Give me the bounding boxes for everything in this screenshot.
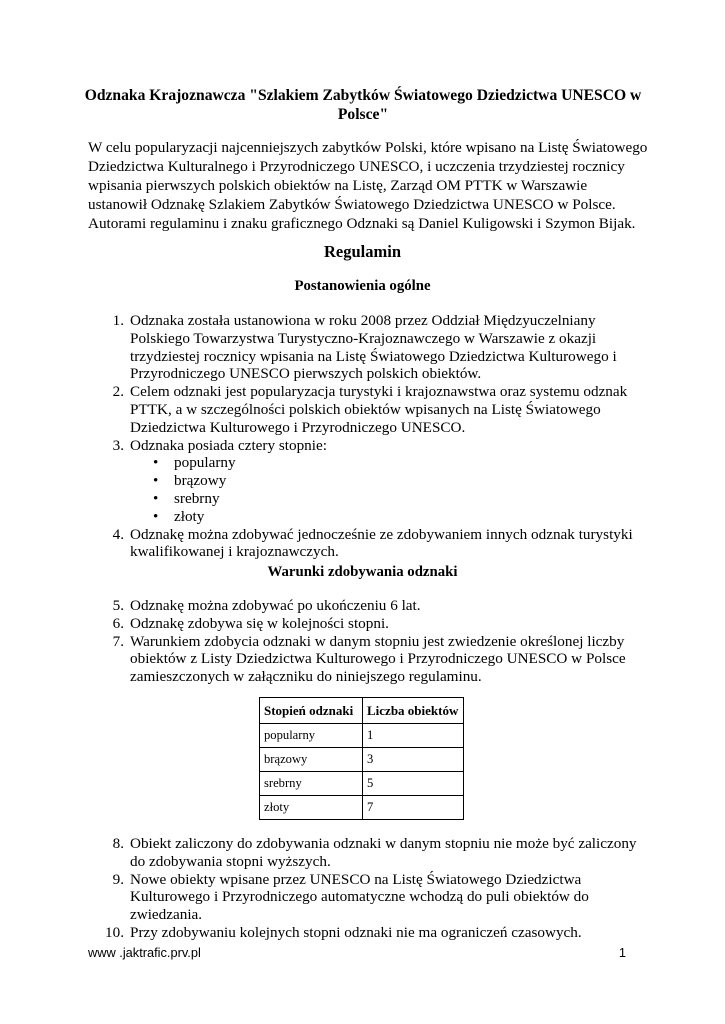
- item-number: 8.: [112, 835, 124, 852]
- degree-item: • popularny: [130, 454, 640, 472]
- table-cell: 3: [363, 748, 464, 772]
- footer-url: www .jaktrafic.prv.pl: [88, 945, 201, 960]
- table-cell: 1: [363, 724, 464, 748]
- list-item: [0, 312, 640, 383]
- table-header: Stopień odznaki: [260, 698, 363, 724]
- table-header: Liczba obiektów: [363, 698, 464, 724]
- table-row: [260, 748, 464, 772]
- table-cell: złoty: [260, 796, 363, 820]
- list-item: [0, 835, 640, 871]
- section-heading-general: Postanowienia ogólne: [294, 278, 431, 294]
- table-cell: popularny: [260, 724, 363, 748]
- item-text: Odznakę można zdobywać jednocześnie ze zdobywaniem innych odznak turystyki kwalifikowanej i krajoznawczych.: [130, 525, 633, 561]
- list-item: [0, 597, 640, 615]
- item-text: Przy zdobywaniu kolejnych stopni odznaki nie ma ograniczeń czasowych.: [130, 923, 582, 941]
- item-number: 3.: [112, 436, 124, 454]
- list-item: [0, 633, 640, 686]
- page-footer: [88, 945, 636, 963]
- table-cell: 5: [363, 772, 464, 796]
- table-row: [260, 724, 464, 748]
- list-item: [0, 383, 640, 436]
- table-cell: 7: [363, 796, 464, 820]
- rules-list-conditions: [0, 597, 640, 686]
- item-text: Warunkiem zdobycia odznaki w danym stopniu jest zwiedzenie określonej liczby obiektów z Listy Dziedzictwa Kulturowego i Przyrodniczego UNESCO w Polsce zamieszczonych w załączniku do niniejszego regulaminu.: [130, 632, 626, 686]
- regulamin-heading: Regulamin: [323, 242, 401, 261]
- table-cell: srebrny: [260, 772, 363, 796]
- intro-paragraph: W celu popularyzacji najcenniejszych zabytków Polski, które wpisano na Listę Światowego Dziedzictwa Kulturalnego i Przyrodniczego UNESCO, i uczczenia trzydziestej rocznicy wpisania pierwszych polskich obiektów na Listę, Zarząd OM PTTK w Warszawie ustanowił Odznakę Szlakiem Zabytków Światowego Dziedzictwa UNESCO w Polsce. Autorami regulaminu i znaku graficznego Odznaki są Daniel Kuligowski i Szymon Bijak.: [88, 139, 648, 232]
- page-number: 1: [618, 945, 626, 960]
- degree-item: • brązowy: [130, 472, 640, 490]
- document-title: Odznaka Krajoznawcza "Szlakiem Zabytków Światowego Dziedzictwa UNESCO w Polsce": [84, 87, 642, 123]
- item-number: 10.: [105, 923, 124, 941]
- rules-list-conditions-continued: [0, 835, 640, 942]
- item-text: Odznaka posiada cztery stopnie:: [130, 436, 327, 454]
- item-number: 9.: [112, 870, 124, 888]
- table-row: [260, 772, 464, 796]
- item-number: 1.: [112, 312, 124, 329]
- item-text: Odznakę zdobywa się w kolejności stopni.: [130, 614, 389, 632]
- item-text: Obiekt zaliczony do zdobywania odznaki w danym stopniu nie może być zaliczony do zdobywania stopni wyższych.: [130, 835, 637, 870]
- list-item: [0, 526, 640, 562]
- item-number: 6.: [112, 614, 124, 632]
- item-number: 7.: [112, 632, 124, 650]
- list-item: [0, 924, 640, 942]
- list-item: [0, 615, 640, 633]
- item-text: Celem odznaki jest popularyzacja turystyki i krajoznawstwa oraz systemu odznak PTTK, a w szczególności polskich obiektów wpisanych na Listę Światowego Dziedzictwa Kulturowego i Przyrodniczego UNESCO.: [130, 383, 628, 436]
- degree-table: [259, 697, 464, 820]
- list-item: [0, 437, 640, 526]
- section-heading-conditions: Warunki zdobywania odznaki: [267, 564, 458, 580]
- item-text: Odznaka została ustanowiona w roku 2008 przez Oddział Międzyuczelniany Polskiego Towarzystwa Turystyczno-Krajoznawczego w Warszawie z okazji trzydziestej rocznicy wpisania na Listę Światowego Dziedzictwa Kulturowego i Przyrodniczego UNESCO pierwszych polskich obiektów.: [130, 312, 617, 383]
- table-header-row: [260, 698, 464, 724]
- table-row: [260, 796, 464, 820]
- degree-item: • srebrny: [130, 490, 640, 508]
- table-cell: brązowy: [260, 748, 363, 772]
- list-item: [0, 871, 640, 924]
- item-number: 2.: [112, 383, 124, 401]
- item-text: Nowe obiekty wpisane przez UNESCO na Listę Światowego Dziedzictwa Kulturowego i Przyrodniczego automatyczne wchodzą do puli obiektów do zwiedzania.: [130, 870, 589, 924]
- rules-list-general: [0, 312, 640, 561]
- degree-list: [130, 454, 640, 525]
- item-number: 4.: [112, 525, 124, 543]
- item-number: 5.: [112, 597, 124, 614]
- item-text: Odznakę można zdobywać po ukończeniu 6 lat.: [130, 597, 421, 614]
- degree-item: • złoty: [130, 508, 640, 526]
